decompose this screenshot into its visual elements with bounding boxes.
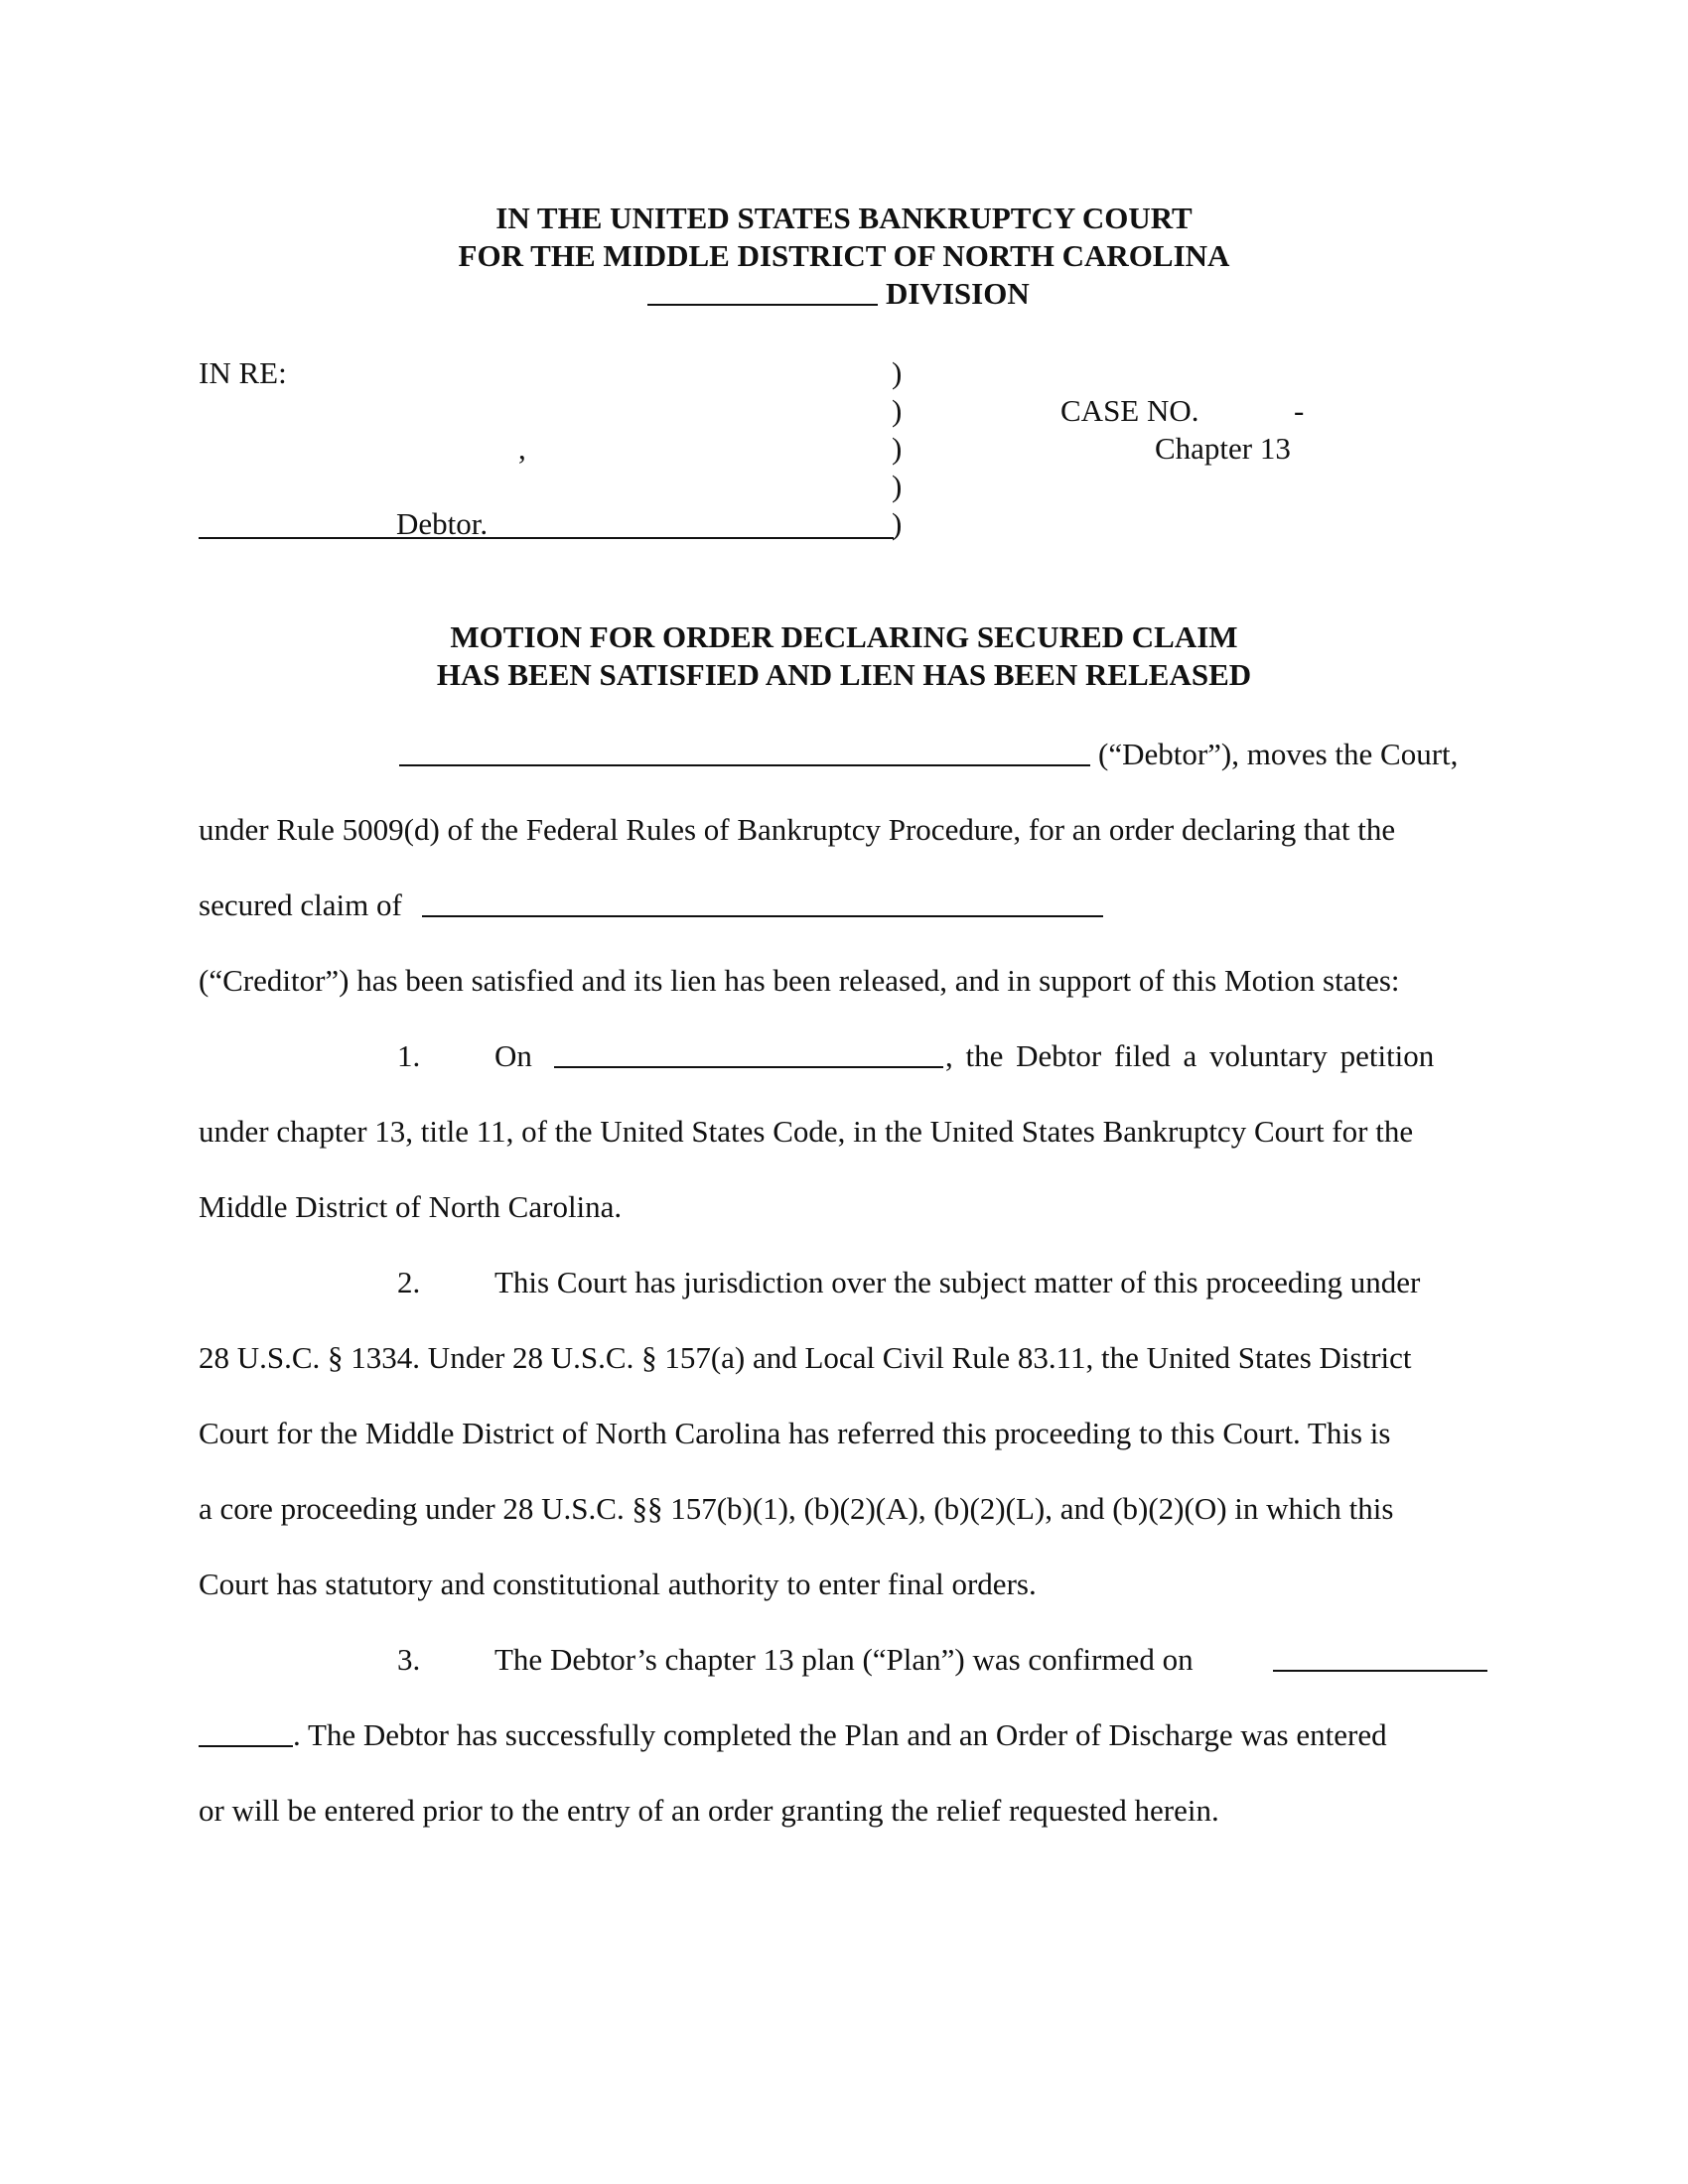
p1-number: 1. <box>397 1038 421 1073</box>
division-blank[interactable] <box>647 304 878 306</box>
intro-line3: secured claim of <box>199 887 402 922</box>
p2-line4: a core proceeding under 28 U.S.C. §§ 157(b)(1), (b)(2)(A), (b)(2)(L), and (b)(2)(O) in which this <box>199 1491 1394 1526</box>
debtor-label: Debtor. <box>396 506 489 541</box>
intro-line1: (“Debtor”), moves the Court, <box>1098 737 1459 771</box>
case-no-dash: - <box>1294 393 1305 428</box>
debtor-name-comma: , <box>518 431 526 466</box>
paren-1: ) <box>892 355 903 390</box>
in-re-label: IN RE: <box>199 355 287 390</box>
p2-line5: Court has statutory and constitutional authority to enter final orders. <box>199 1567 1037 1601</box>
p1-line1: , the Debtor filed a voluntary petition <box>945 1038 1435 1073</box>
p2-number: 2. <box>397 1265 421 1299</box>
p3-line2: . The Debtor has successfully completed the Plan and an Order of Discharge was entered <box>293 1717 1387 1752</box>
paren-4: ) <box>892 469 903 503</box>
case-no-label: CASE NO. <box>1060 393 1199 428</box>
paren-2: ) <box>892 393 903 428</box>
p3-line3: or will be entered prior to the entry of an order granting the relief requested herein. <box>199 1793 1219 1828</box>
p1-line3: Middle District of North Carolina. <box>199 1189 623 1224</box>
intro-line4: (“Creditor”) has been satisfied and its lien has been released, and in support of this Motion states: <box>199 963 1400 998</box>
p3-line1: The Debtor’s chapter 13 plan (“Plan”) was confirmed on <box>494 1642 1194 1677</box>
p2-line2: 28 U.S.C. § 1334. Under 28 U.S.C. § 157(a) and Local Civil Rule 83.11, the United States District <box>199 1340 1412 1375</box>
chapter-label: Chapter 13 <box>1155 431 1291 466</box>
confirmation-date-blank-cont[interactable] <box>199 1745 293 1747</box>
motion-title-line2: HAS BEEN SATISFIED AND LIEN HAS BEEN RELEASED <box>436 657 1252 692</box>
p1-on: On <box>494 1038 532 1073</box>
debtor-name-line <box>199 537 894 539</box>
confirmation-date-blank[interactable] <box>1273 1670 1487 1672</box>
court-name: IN THE UNITED STATES BANKRUPTCY COURT <box>495 201 1193 235</box>
creditor-name-blank[interactable] <box>422 915 1103 917</box>
p1-line2: under chapter 13, title 11, of the United States Code, in the United States Bankruptcy Court for the <box>199 1114 1414 1149</box>
debtor-name-blank[interactable] <box>399 764 1090 766</box>
p2-line3: Court for the Middle District of North Carolina has referred this proceeding to this Court. This is <box>199 1416 1391 1450</box>
intro-line2: under Rule 5009(d) of the Federal Rules of Bankruptcy Procedure, for an order declaring that the <box>199 812 1396 847</box>
p3-number: 3. <box>397 1642 421 1677</box>
paren-5: ) <box>892 506 903 541</box>
paren-3: ) <box>892 431 903 466</box>
division-label: DIVISION <box>886 276 1030 311</box>
petition-date-blank[interactable] <box>554 1066 943 1068</box>
motion-title-line1: MOTION FOR ORDER DECLARING SECURED CLAIM <box>450 619 1238 654</box>
p2-line1: This Court has jurisdiction over the subject matter of this proceeding under <box>494 1265 1421 1299</box>
district-name: FOR THE MIDDLE DISTRICT OF NORTH CAROLINA <box>458 238 1230 273</box>
